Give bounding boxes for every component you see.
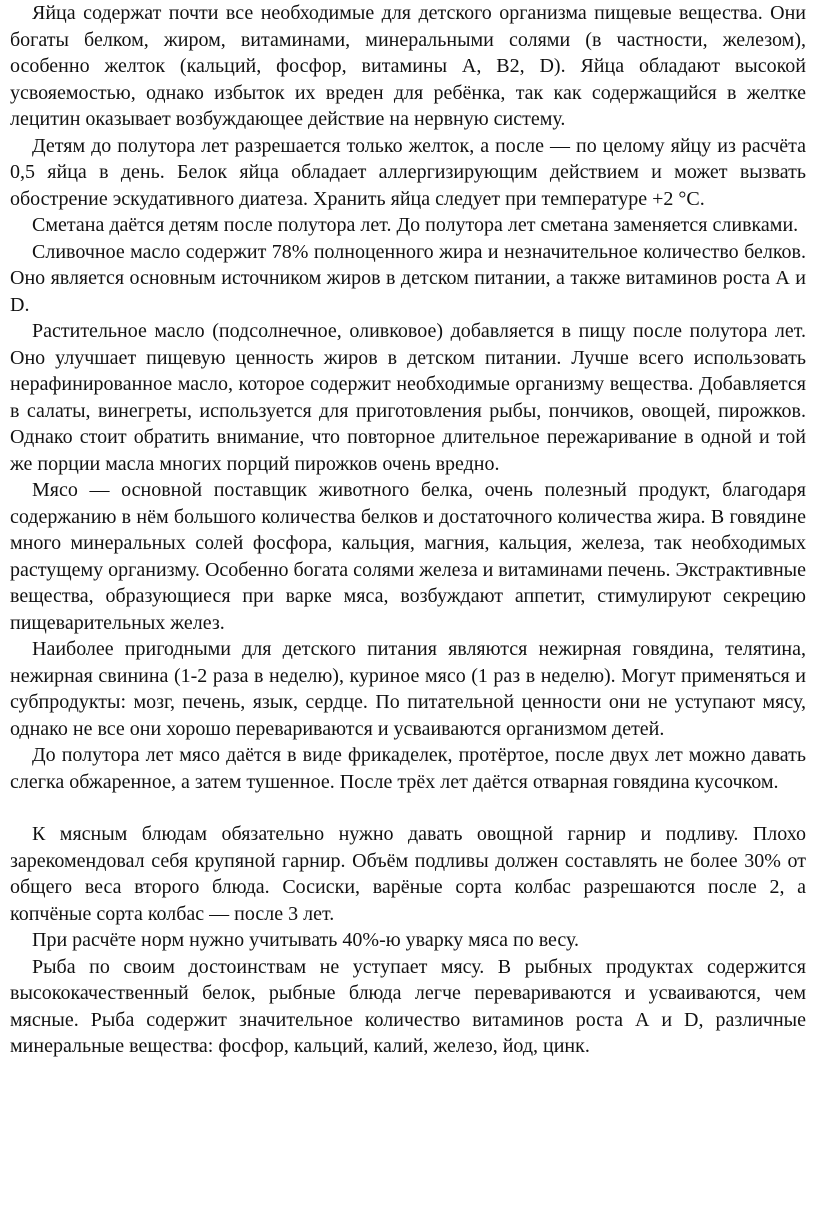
paragraph-gap [10, 795, 806, 821]
paragraph-garnish: К мясным блюдам обязательно нужно давать овощной гарнир и подливу. Плохо зарекомендовал себя крупяной гарнир. Объём подливы должен составлять не более 30% от общего веса второго блюда. Сосиски, варёные сорта колбас разрешаются после 2, а копчёные сорта колбас — после 3 лет. [10, 823, 806, 925]
paragraph-eggs-children: Детям до полутора лет разрешается только желток, а после — по целому яйцу из расчёта 0,5 яйца в день. Белок яйца обладает аллергизирующим действием и может вызвать обострение эскудативного диатеза. Хранить яйца следует при температуре +2 °С. [10, 134, 806, 210]
paragraph-eggs-nutrition: Яйца содержат почти все необходимые для детского организма пищевые вещества. Они богаты белком, жиром, витаминами, минеральными солями (в частности, железом), особенно желток (кальций, фосфор, витамины А, В2, D). Яйца обладают высокой усвояемостью, однако избыток их вреден для ребёнка, так как содержащийся в желтке лецитин оказывает возбуждающее действие на нервную систему. [10, 2, 806, 130]
paragraph-sour-cream: Сметана даётся детям после полутора лет. До полутора лет сметана заменяется сливками. [32, 214, 799, 236]
paragraph-fish: Рыба по своим достоинствам не уступает мясу. В рыбных продуктах содержится высококачественный белок, рыбные блюда легче перевариваются и усваиваются, чем мясные. Рыба содержит значительное количество витаминов роста А и D, различные минеральные вещества: фосфор, кальций, калий, железо, йод, цинк. [10, 955, 806, 1057]
paragraph-vegetable-oil: Растительное масло (подсолнечное, оливковое) добавляется в пищу после полутора лет. Оно улучшает пищевую ценность жиров в детском питании. Лучше всего использовать нерафинированное масло, которое содержит необходимые организму вещества. Добавляется в салаты, винегреты, используется для приготовления рыбы, пончиков, овощей, пирожков. Однако стоит обратить внимание, что повторное длительное пережаривание в одной и той же порции масла многих порций пирожков очень вредно. [10, 320, 806, 475]
paragraph-meat: Мясо — основной поставщик животного белка, очень полезный продукт, благодаря содержанию в нём большого количества белков и достаточного количества жира. В говядине много минеральных солей фосфора, кальция, магния, кальция, железа, так необходимых растущему организму. Особенно богата солями железа и витаминами печень. Экстрактивные вещества, образующиеся при варке мяса, возбуждают аппетит, стимулируют секрецию пищеварительных желез. [10, 479, 806, 634]
paragraph-meat-boil-loss: При расчёте норм нужно учитывать 40%-ю уварку мяса по весу. [32, 929, 580, 951]
paragraph-meat-types: Наиболее пригодными для детского питания являются нежирная говядина, телятина, нежирная свинина (1-2 раза в неделю), куриное мясо (1 раз в неделю). Могут применяться и субпродукты: мозг, печень, язык, сердце. По питательной ценности они не уступают мясу, однако не все они хорошо перевариваются и усваиваются организмом детей. [10, 638, 806, 740]
paragraph-butter: Сливочное масло содержит 78% полноценного жира и незначительное количество белков. Оно является основным источником жиров в детском питании, а также витаминов роста А и D. [10, 240, 806, 316]
paragraph-meat-preparation: До полутора лет мясо даётся в виде фрикаделек, протёртое, после двух лет можно давать слегка обжаренное, а затем тушенное. После трёх лет даётся отварная говядина кусочком. [10, 744, 806, 793]
